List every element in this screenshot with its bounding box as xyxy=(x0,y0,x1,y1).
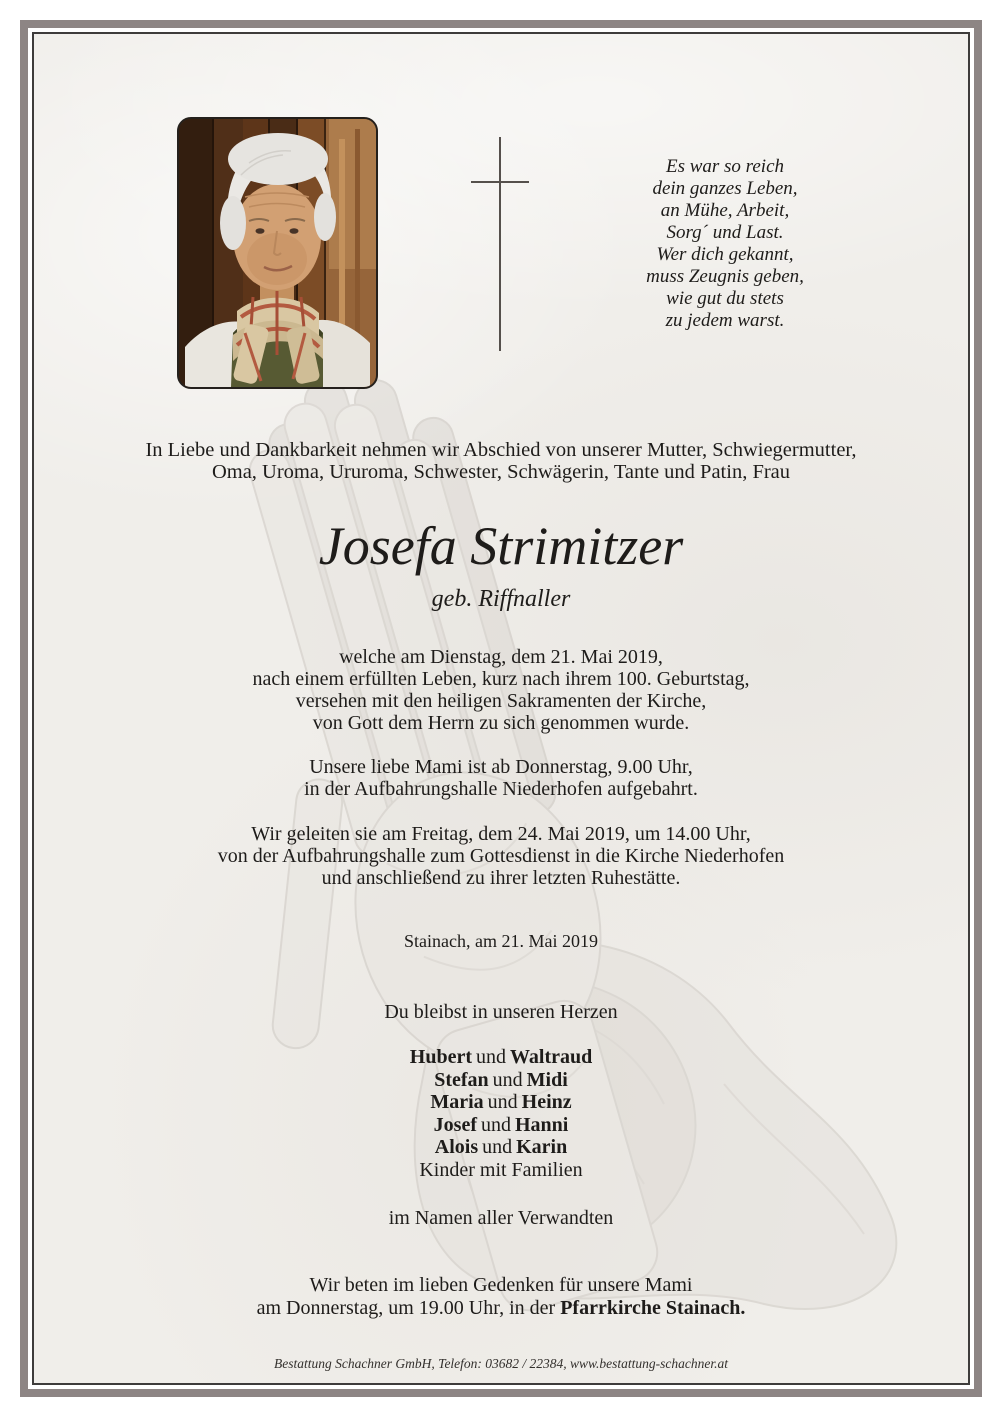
children-line: Kinder mit Familien xyxy=(419,1158,583,1181)
family-name: Alois xyxy=(434,1136,479,1158)
death-announcement xyxy=(34,646,968,734)
card-paper xyxy=(32,32,970,1385)
prayer-church-name: Pfarrkirche Stainach. xyxy=(560,1297,746,1319)
family-connector: und xyxy=(475,1046,506,1068)
family-name: Hubert xyxy=(409,1046,472,1068)
announcement-line: welche am Dienstag, dem 21. Mai 2019, xyxy=(339,646,663,668)
funeral-home-footer: Bestattung Schachner GmbH, Telefon: 03682 / 22384, www.bestattung-schachner.at xyxy=(273,1356,729,1371)
announcement-line: versehen mit den heiligen Sakramenten der Kirche, xyxy=(295,690,707,712)
portrait-photo-illustration xyxy=(179,119,376,387)
intro-line: In Liebe und Dankbarkeit nehmen wir Abschied von unserer Mutter, Schwiegermutter, xyxy=(145,439,857,461)
poem-line: muss Zeugnis geben, xyxy=(646,266,804,287)
funeral-line: Wir geleiten sie am Freitag, dem 24. Mai 2019, um 14.00 Uhr, xyxy=(251,823,751,845)
family-row xyxy=(34,1069,968,1092)
family-connector: und xyxy=(482,1136,513,1158)
intro-line: Oma, Uroma, Ururoma, Schwester, Schwägerin, Tante und Patin, Frau xyxy=(211,461,791,483)
place-date-line: Stainach, am 21. Mai 2019 xyxy=(404,931,598,951)
family-row xyxy=(34,1046,968,1069)
prayer-line-prefix: am Donnerstag, um 19.00 Uhr, in der xyxy=(256,1297,556,1319)
announcement-line: von Gott dem Herrn zu sich genommen wurde. xyxy=(312,712,690,734)
prayer-line xyxy=(34,1297,968,1320)
family-list xyxy=(34,1046,968,1181)
laying-out-line: Unsere liebe Mami ist ab Donnerstag, 9.00 Uhr, xyxy=(309,756,693,778)
family-connector: und xyxy=(480,1113,511,1136)
family-name: Waltraud xyxy=(509,1046,593,1068)
remembrance-line: Du bleibst in unseren Herzen xyxy=(384,1001,618,1023)
funeral-line: und anschließend zu ihrer letzten Ruhestätte. xyxy=(321,867,681,889)
funeral-info xyxy=(34,823,968,889)
family-name: Heinz xyxy=(521,1091,572,1113)
poem-line: an Mühe, Arbeit, xyxy=(660,200,790,221)
poem-line: zu jedem warst. xyxy=(665,310,785,331)
family-name: Stefan xyxy=(434,1068,489,1091)
maiden-name: geb. Riffnaller xyxy=(431,586,571,612)
farewell-intro xyxy=(34,439,968,483)
poem-line: dein ganzes Leben, xyxy=(652,178,798,199)
memorial-poem xyxy=(595,156,855,332)
poem-line: Es war so reich xyxy=(665,156,785,177)
announcement-line: nach einem erfüllten Leben, kurz nach ihrem 100. Geburtstag, xyxy=(252,668,750,690)
poem-line: wie gut du stets xyxy=(666,288,784,309)
deceased-name: Josefa Strimitzer xyxy=(318,516,684,576)
family-connector: und xyxy=(487,1091,518,1113)
family-row xyxy=(34,1114,968,1137)
family-row xyxy=(34,1091,968,1114)
poem-line: Wer dich gekannt, xyxy=(656,244,794,265)
family-connector: und xyxy=(492,1068,523,1091)
card-outer-frame xyxy=(20,20,982,1397)
funeral-line: von der Aufbahrungshalle zum Gottesdienst in die Kirche Niederhofen xyxy=(217,845,785,867)
family-name: Josef xyxy=(433,1113,477,1136)
memorial-cross-icon xyxy=(499,137,501,351)
family-row xyxy=(34,1136,968,1159)
family-name: Maria xyxy=(430,1091,484,1113)
family-name: Karin xyxy=(516,1136,568,1158)
behalf-line: im Namen aller Verwandten xyxy=(388,1207,614,1229)
laying-out-info xyxy=(34,756,968,800)
family-name: Hanni xyxy=(514,1113,569,1136)
portrait-photo xyxy=(177,117,378,389)
memorial-cross-icon-bar xyxy=(471,181,529,183)
prayer-announcement xyxy=(34,1274,968,1320)
laying-out-line: in der Aufbahrungshalle Niederhofen aufgebahrt. xyxy=(304,778,698,800)
family-name: Midi xyxy=(526,1068,568,1091)
prayer-line: Wir beten im lieben Gedenken für unsere Mami xyxy=(309,1274,693,1296)
poem-line: Sorg´ und Last. xyxy=(666,222,784,243)
